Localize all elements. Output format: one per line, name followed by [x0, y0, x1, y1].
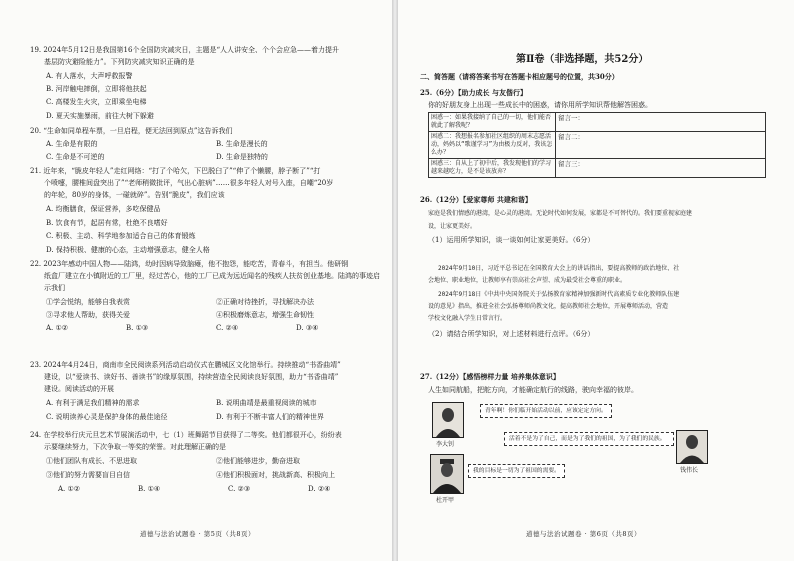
q24-item-1: ①他们团队有成长、不思进取: [46, 457, 137, 465]
q21-stem-line-2: 个喷嚏，腰椎间盘突出了”“老师稍微批评，气出心脏病”……很多年轻人对号入座，自嘲“20岁: [44, 179, 334, 187]
q20-stem-line-1: 20. “生命如同单程车票，一旦启程，便无法回到原点”这告诉我们: [30, 127, 233, 135]
left-footer: 道德与法治试题卷 · 第5页（共8页）: [140, 530, 255, 538]
right-page: [398, 0, 794, 561]
speaker-name-2: 钱伟长: [680, 467, 699, 474]
q24-stem-line-2: 示要继续努力，下次争取一等奖的荣誉。对此理解正确的是: [44, 443, 226, 451]
speech-bubble-3: 我的目标是一切为了祖国的需要。: [468, 464, 565, 478]
q24-stem-line-1: 24. 在学校举行庆元旦艺术节展演活动中，七（1）班舞蹈节目获得了二等奖。他们都很开心，纷纷表: [30, 431, 342, 439]
portrait-military: [430, 454, 464, 494]
portrait-silhouette-icon: [677, 431, 707, 463]
q26-intro-line-1: 家庭是我们情感的港湾，是心灵的港湾。无论时代如何发展，家都是不可替代的。我们要重视家庭建: [428, 210, 693, 217]
q26-intro-line-2: 设，让家更美好。: [428, 223, 477, 230]
q22-option-b: B. ①③: [126, 324, 149, 332]
q24-item-4: ④他们积极面对，挑战新高、积极向上: [216, 471, 335, 479]
q26-sub1: （1）运用所学知识，谈一谈如何让家更美好。（6分）: [428, 236, 595, 244]
q27-heading: 27.（12分）【感悟榜样力量 培养集体意识】: [420, 372, 560, 381]
q21-option-b: B. 饮食有节，起居有常，杜绝不良嗜好: [46, 219, 168, 227]
q22-option-d: D. ③④: [296, 324, 319, 332]
portrait-qian-weichang: [676, 430, 708, 464]
q23-stem-line-2: 建设，以“爱读书、读好书、善读书”的缘厚氛围，持续营造全民阅读良好氛围，助力“书香曲靖”: [44, 373, 339, 381]
speech-bubble-1: 青年啊！你们临开始活动以前，应该定定方向。: [480, 404, 612, 418]
right-footer: 道德与法治试题卷 · 第6页（共8页）: [526, 530, 641, 538]
q24-item-2: ②他们能够进步，勤奋进取: [216, 457, 300, 465]
q22-item-4: ④积极磨炼意志，增强生命韧性: [216, 311, 314, 319]
speech-bubble-2: 活着不是为了自己，而是为了我们的祖国，为了我们的民族。: [504, 432, 674, 446]
q26-material-line-3: 2024年9月18日《中共中央国务院关于弘扬教育家精神加强新时代高素质专业化教师队伍建: [438, 291, 680, 298]
q24-option-b: B. ①④: [138, 485, 161, 493]
q19-stem-line-1: 19. 2024年5月12日是我国第16个全国防灾减灾日，主题是“人人讲安全、个个会应急——着力提升: [30, 46, 340, 54]
q19-option-a: A. 有人落水，大声呼救报警: [46, 72, 133, 80]
q27-intro: 人生如同航船，把舵方向，才能确定航行的线路，驶向幸福的彼岸。: [428, 386, 638, 394]
q26-material-line-1: 2024年9月10日，习近平总书记在全国教育大会上的讲话指出，要提高教师的政治地位、社: [438, 265, 680, 272]
table-row: [429, 132, 766, 159]
speaker-name-3: 杜开甲: [436, 497, 455, 504]
q19-option-d: D. 夏天实施暴雨，前往大树下躲避: [46, 112, 154, 120]
portrait-silhouette-icon: [431, 455, 463, 493]
reply-3: 留言三：: [556, 159, 766, 178]
q22-item-3: ③寻求他人帮助，获得关爱: [46, 311, 130, 319]
q22-item-2: ②正确对待挫折，寻找解决办法: [216, 298, 314, 306]
q20-option-a: A. 生命是有限的: [46, 140, 98, 148]
q21-option-d: D. 保持积极、健康的心态，主动增强意志，健全人格: [46, 246, 210, 254]
q22-stem-line-2: 纸盒厂建立在小镇附近的工厂里，经过苦心，他的工厂已成为远近闻名的残疾人扶贫创业基地。陆鸿的事迹启: [44, 272, 380, 280]
q23-option-d: D. 有利于不断丰富人们的精神世界: [216, 413, 324, 421]
q20-option-c: C. 生命是不可逆的: [46, 153, 105, 161]
q19-option-b: B. 河岸触电摔倒，立即将他扶起: [46, 85, 147, 93]
q21-stem-line-3: 的年轮，80岁的身体，一碰就碎”。告别“脆皮”，我们应该: [44, 191, 225, 199]
q25-heading: 25.（6分）【助力成长 与友偕行】: [420, 88, 527, 97]
q23-option-a: A. 有利于满足我们精神的需求: [46, 399, 140, 407]
q26-material-line-2: 会地位、职业地位，让教师享有崇高社会声望、成为最受社会尊重的职业。: [428, 277, 627, 284]
q22-option-a: A. ①②: [46, 324, 69, 332]
confusion-1: 困惑一：如果我接纳了自己的一切，他们能否就此了解我呢？: [429, 113, 556, 132]
q20-option-b: B. 生命是漫长的: [216, 140, 268, 148]
q23-option-c: C. 说明读养心灵是保护身体的最佳途径: [46, 413, 168, 421]
q22-item-1: ①学会悦纳，能够自我表赏: [46, 298, 130, 306]
q25-prompt: 你的好朋友身上出现一些成长中的困惑，请你用所学知识帮他解答困惑。: [428, 101, 652, 109]
q26-material-line-4: 设的意见》指出，推进全社会弘扬尊师尚教文化，提高教师社会地位，开展尊师活动，营造: [428, 303, 669, 310]
reply-1: 留言一：: [556, 113, 766, 132]
q22-stem-line-3: 示我们: [44, 284, 65, 292]
q19-stem-line-2: 基层防灾避险能力”。下列防灾减灾知识正确的是: [44, 58, 195, 66]
q25-confusion-table: [428, 112, 766, 178]
q24-option-a: A. ①②: [58, 485, 81, 493]
q23-option-b: B. 说明曲靖是最重视阅读的城市: [216, 399, 317, 407]
q26-heading: 26.（12分）【爱家尊师 共建和谐】: [420, 195, 532, 204]
q26-sub2: （2）请结合所学知识，对上述材料进行点评。（6分）: [428, 330, 595, 338]
portrait-silhouette-icon: [433, 403, 463, 437]
q21-option-c: C. 积极、主动、科学地参加适合自己的体育锻炼: [46, 232, 196, 240]
q19-option-c: C. 高楼发生火灾，立即乘坐电梯: [46, 98, 147, 106]
part2-heading: 二、简答题（请将答案书写在答题卡相应题号的位置，共30分）: [420, 72, 619, 81]
q23-stem-line-1: 23. 2024年4月24日，商南市全民阅读系列活动启动仪式在鹏城区文化馆举行。持续推动“书香曲靖”: [30, 361, 341, 369]
q21-stem-line-1: 21. 近年来，“脆皮年轻人”走红网络：“打了个哈欠，下巴脱臼了”“伸了个懒腰，脖子断了”“打: [30, 167, 321, 175]
q26-material-line-5: 学校文化融入学生日常言行。: [428, 315, 507, 322]
q22-stem-line-1: 22. 2023年感动中国人物——陆鸿，幼时因病导致脑瘫，他不抱怨，能吃苦，青春斗，有担当。他研钢: [30, 260, 349, 268]
portrait-li-dazhao: [432, 402, 464, 438]
q23-stem-line-3: 建设。阅读活动的开展: [44, 385, 114, 393]
q24-item-3: ③他们的努力需要盲目自信: [46, 471, 130, 479]
table-row: [429, 159, 766, 178]
q20-option-d: D. 生命是独特的: [216, 153, 268, 161]
section-title: 第Ⅱ卷（非选择题，共52分）: [516, 54, 649, 65]
table-row: [429, 113, 766, 132]
q24-option-d: D. ②④: [308, 485, 331, 493]
q22-option-c: C. ②④: [216, 324, 239, 332]
left-page: [0, 0, 392, 561]
reply-2: 留言二：: [556, 132, 766, 159]
confusion-2: 困惑二：我想报名参加社区组织的周末志愿活动，妈妈以“歌谨学习”为由极力反对，我该怎么办？: [429, 132, 556, 159]
q21-option-a: A. 均衡膳食，保证营养，多吃保健品: [46, 205, 161, 213]
speaker-name-1: 李大钊: [436, 441, 455, 448]
q24-option-c: C. ②③: [228, 485, 251, 493]
confusion-3: 困惑三：自从上了初中后，我发现他们的学习越来越吃力，是不是该放弃？: [429, 159, 556, 178]
